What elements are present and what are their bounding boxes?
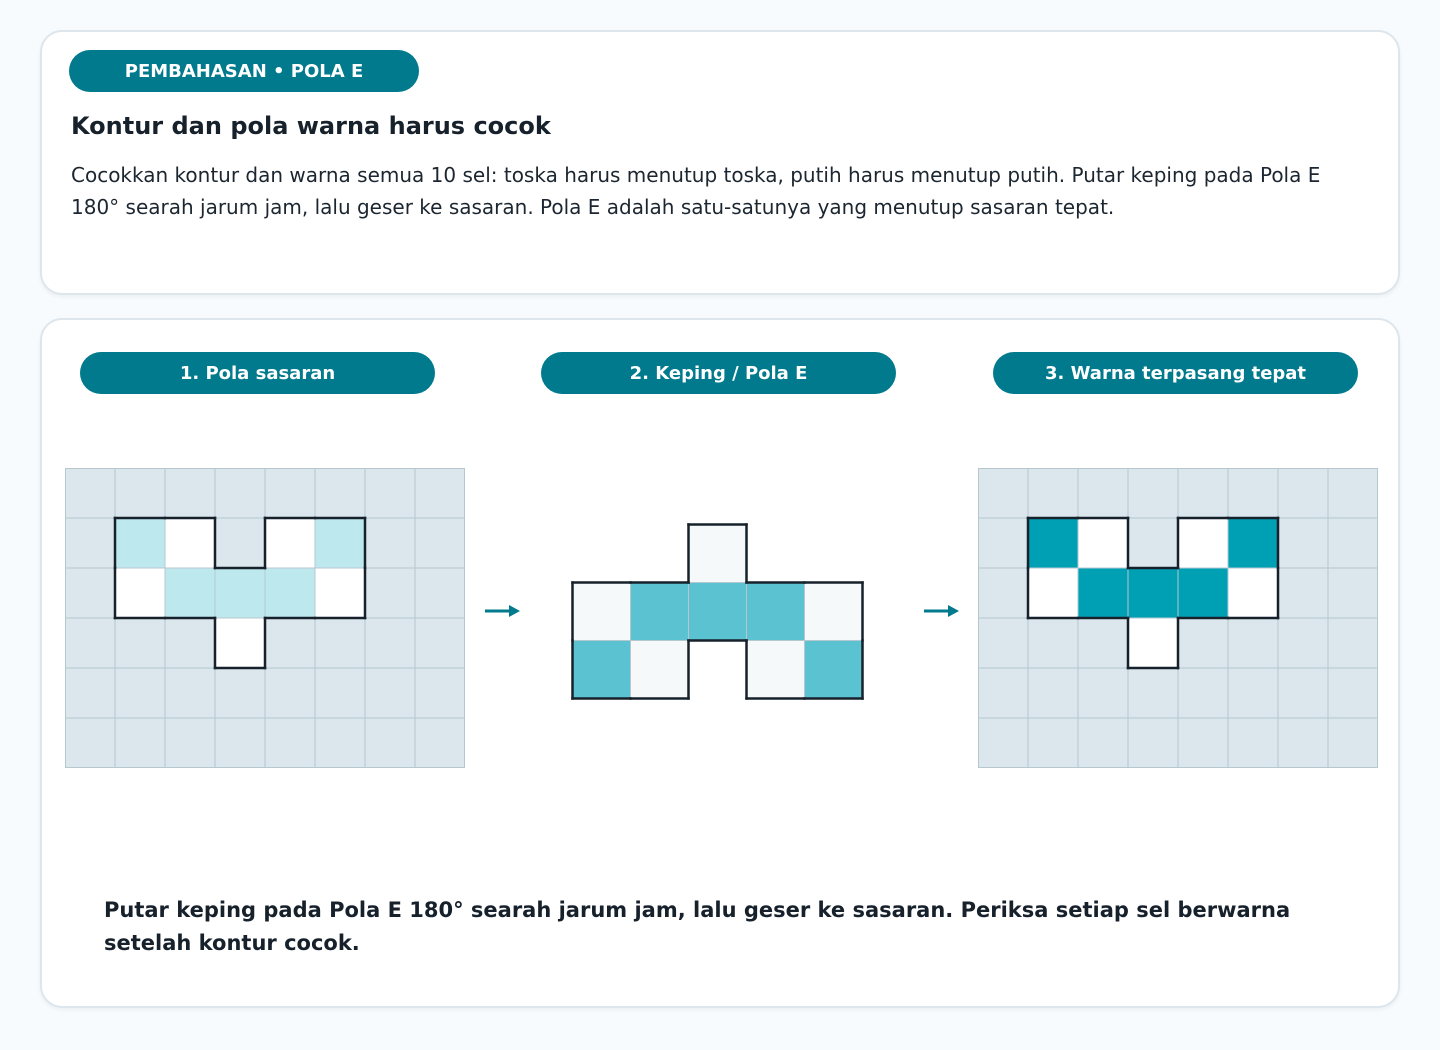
result-cell <box>1228 518 1278 568</box>
target-cell <box>265 518 315 568</box>
result-cell <box>1228 568 1278 618</box>
page-title: Kontur dan pola warna harus cocok <box>71 112 551 140</box>
explanation-card <box>40 30 1400 295</box>
description-text: Cocokkan kontur dan warna semua 10 sel: toska harus menutup toska, putih harus menutup putih. Putar keping pada Pola E 180° searah jarum jam, lalu geser ke sasaran. Pola E adalah satu-satunya yang menutup sasaran tepat. <box>71 163 1321 219</box>
target-cell <box>115 518 165 568</box>
target-cell <box>165 568 215 618</box>
result-cell <box>1128 568 1178 618</box>
target-cell <box>315 568 365 618</box>
piece-cell <box>747 641 805 699</box>
piece-pattern-e <box>571 523 871 708</box>
target-pattern-grid <box>65 468 465 768</box>
section-badge: PEMBAHASAN • POLA E <box>69 50 419 92</box>
step-3-label: 3. Warna terpasang tepat <box>993 352 1358 394</box>
target-cell <box>115 568 165 618</box>
target-cell <box>265 568 315 618</box>
arrow-right-icon <box>922 603 962 619</box>
piece-cell <box>805 583 863 641</box>
piece-cell <box>805 641 863 699</box>
result-cell <box>1178 568 1228 618</box>
step-1-label: 1. Pola sasaran <box>80 352 435 394</box>
piece-cell <box>747 583 805 641</box>
target-cell <box>215 618 265 668</box>
piece-cell <box>631 583 689 641</box>
result-cell <box>1178 518 1228 568</box>
step-2-label: 2. Keping / Pola E <box>541 352 896 394</box>
piece-cell <box>573 583 631 641</box>
result-cell <box>1128 618 1178 668</box>
target-cell <box>315 518 365 568</box>
piece-cell <box>689 525 747 583</box>
result-cell <box>1078 518 1128 568</box>
result-cell <box>1028 568 1078 618</box>
piece-cell <box>631 641 689 699</box>
arrow-right-icon <box>483 603 523 619</box>
diagram-card <box>40 318 1400 1008</box>
piece-cell <box>689 583 747 641</box>
result-pattern-grid <box>978 468 1378 768</box>
target-cell <box>165 518 215 568</box>
result-cell <box>1078 568 1128 618</box>
piece-cell <box>573 641 631 699</box>
target-cell <box>215 568 265 618</box>
instruction-caption: Putar keping pada Pola E 180° searah jarum jam, lalu geser ke sasaran. Periksa setiap sel berwarna setelah kontur cocok. <box>104 898 1291 955</box>
result-cell <box>1028 518 1078 568</box>
